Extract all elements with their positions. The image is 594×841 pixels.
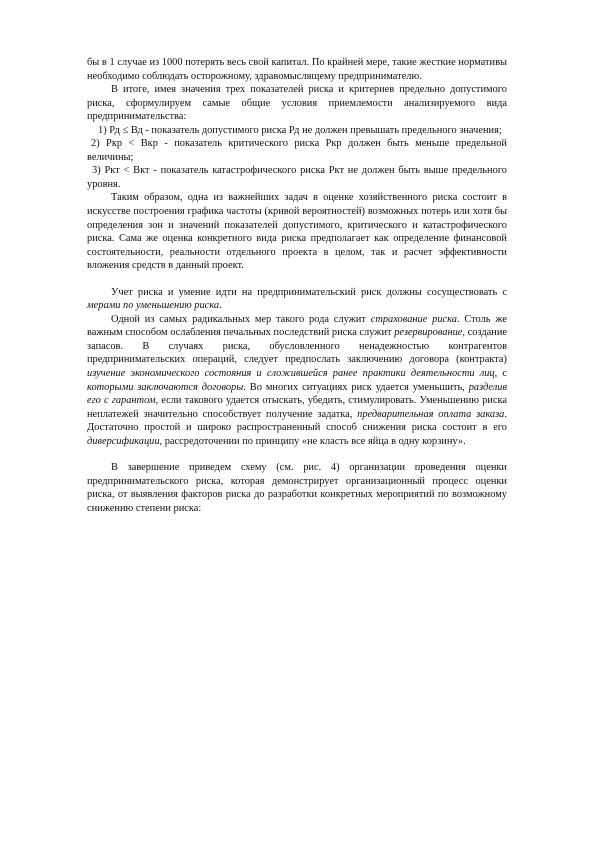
paragraph-4 — [87, 286, 507, 313]
text-run: . Во многих ситуациях риск удается уменьшить, — [243, 381, 469, 393]
text-run: . — [219, 300, 222, 312]
paragraph-6: В завершение приведем схему (см. рис. 4) организации проведения оценки предпринимательского риска, которая демонстрирует организационный процесс оценки риска, от выявления факторов риска до разработки конкретных мероприятий по возможному снижению степени риска: — [87, 462, 507, 514]
text-run: , если такового удается отыскать, убедить, стимулировать. Уменьшению риска неплатежей значительно способствует получение задатка, — [87, 395, 507, 420]
text-run: . Столь же важным способом ослабления печальных последствий риска служит — [87, 313, 507, 339]
paragraph-spacer — [87, 448, 507, 461]
text-run: , с — [494, 368, 508, 380]
emphasis-contracts: которыми заключаются договоры — [87, 381, 244, 393]
emphasis-guarantor: разделив его с гарантом — [87, 381, 507, 407]
text-run: создание запасов. В случаях риска, обусловленного ненадежностью контрагентов предпринимательских операций, следует предпослать заключению договора (контракта) — [87, 327, 507, 366]
text-run: Одной из самых радикальных мер такого рода служит — [111, 313, 371, 325]
condition-1: 1) Рд ≤ Вд - показатель допустимого риска Рд не должен превышать предельного значения; — [98, 124, 502, 136]
paragraph-2: В итоге, имея значения трех показателей риска и критериев предельно допустимого риска, сформулируем самые общие условия приемлемости анализируемого вида предпринимательства: — [87, 84, 507, 123]
emphasis-prepayment: предварительная оплата заказа — [357, 408, 505, 420]
document-page — [87, 56, 507, 516]
emphasis-diversification: диверсификации — [87, 435, 160, 447]
paragraph-spacer — [87, 273, 507, 286]
paragraph-5 — [87, 313, 507, 448]
text-run: Учет риска и умение идти на предпринимательский риск должны сосуществовать с — [111, 286, 507, 298]
paragraph-1: бы в 1 случае из 1000 потерять весь свой капитал. По крайней мере, такие жесткие нормативы необходимо соблюдать осторожному, здравомыслящему предпринимателю. — [87, 57, 507, 82]
emphasis-study: изучение экономического состояния и сложившейся ранее практики деятельности лиц — [87, 368, 495, 380]
paragraph-3: Таким образом, одна из важнейших задач в оценке хозяйственного риска состоит в искусстве построения графика частоты (кривой вероятностей) возможных потерь или хотя бы определения зон и значений показателей допустимого, критического и катастрофического риска. Сама же оценка конкретного вида риска предполагает как определение финансовой состоятельности, реальности отдельного проекта в целом, так и расчет эффективности вложения средств в данный проект. — [87, 192, 507, 272]
emphasis-insurance: страхование риска — [370, 313, 457, 325]
text-run: . Достаточно простой и широко распространенный способ снижения риска состоит в его — [87, 408, 507, 434]
text-run: , рассредоточении по принципу «не класть все яйца в одну корзину». — [159, 435, 466, 447]
emphasis-risk-measures: мерами по уменьшению риска — [87, 300, 220, 312]
emphasis-reserving: резервирование, — [394, 327, 466, 339]
condition-2: 2) Ркр < Вкр - показатель критического риска Ркр должен быть меньше предельной величины; — [87, 138, 507, 163]
condition-3: 3) Ркт < Вкт - показатель катастрофического риска Ркт не должен быть выше предельного уровня. — [87, 165, 507, 190]
